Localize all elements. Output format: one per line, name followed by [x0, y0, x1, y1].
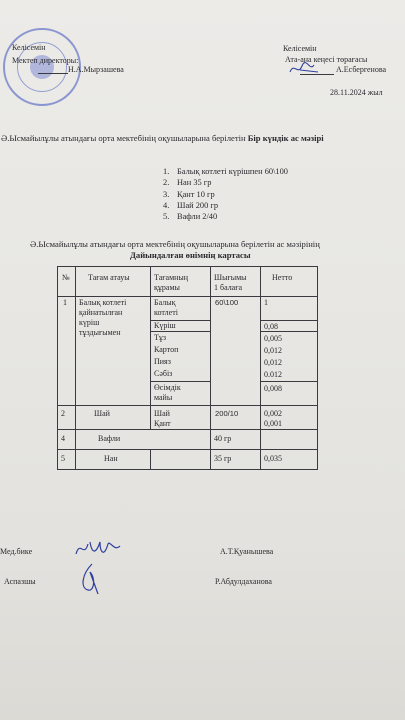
approve-label-right: Келісемін: [283, 44, 317, 53]
ingredient-onion: Пияз: [154, 357, 171, 366]
parents-council-title: Ата-ана кеңесі төрағасы: [285, 55, 368, 64]
ingredient-salt: Тұз: [154, 333, 167, 342]
ingredient-tea: Шай: [154, 409, 170, 418]
list-item: 5. Вафли 2/40: [163, 212, 218, 222]
document-date: 28.11.2024 жыл: [330, 88, 383, 97]
header-yield-2: 1 балаға: [214, 283, 243, 292]
ingredient-sugar: Қант: [154, 419, 171, 428]
ingredient-fish-1: Балық: [154, 298, 176, 307]
header-netto: Нетто: [272, 273, 293, 282]
row3-dish: Вафли: [98, 434, 121, 443]
director-name: Н.А.Мырзашева: [68, 65, 124, 74]
netto-oil: 0,008: [264, 384, 282, 393]
list-item: 2. Нан 35 гр: [163, 178, 212, 188]
ingredient-rice: Күріш: [154, 321, 176, 330]
row3-yield: 40 гр: [214, 434, 232, 443]
approve-label-left: Келісемін: [12, 43, 46, 52]
ingredient-carrot: Сәбіз: [154, 369, 173, 378]
row2-num: 2: [61, 409, 65, 418]
row1-dish-line3: күріш: [79, 318, 100, 327]
cook-label: Аспазшы: [4, 577, 36, 586]
row4-yield: 35 гр: [214, 454, 232, 463]
row1-dish-line1: Балық котлеті: [79, 298, 127, 307]
row1-dish-line4: тұздығымен: [79, 328, 121, 337]
menu-title: [1, 134, 324, 143]
row4-num: 5: [61, 454, 65, 463]
list-item: 4. Шай 200 гр: [163, 200, 219, 210]
netto-onion: 0,012: [264, 358, 282, 367]
netto-sugar: 0,001: [264, 419, 282, 428]
netto-rice: 0,08: [264, 322, 278, 331]
menu-title-bold: Бір күндік ас мәзірі: [247, 133, 324, 143]
ingredient-potato: Картоп: [154, 345, 179, 354]
ingredient-oil-1: Өсімдік: [154, 383, 181, 392]
header-num: №: [62, 273, 70, 282]
netto-potato: 0,012: [264, 346, 282, 355]
netto-tea: 0,002: [264, 409, 282, 418]
list-item: 1. Балық котлеті күрішпен 60\100: [163, 167, 288, 176]
director-title: Мектеп директоры:: [12, 56, 79, 65]
nurse-signature: [70, 536, 126, 562]
director-signature-line: [38, 73, 68, 74]
row1-yield: 60\100: [215, 298, 239, 307]
row3-num: 4: [61, 434, 65, 443]
netto-carrot: 0.012: [264, 370, 282, 379]
list-item: 3. Қант 10 гр: [163, 189, 215, 199]
row1-dish-line2: қайнатылған: [79, 308, 123, 317]
cook-name: Р.Абдулдаханова: [215, 577, 272, 586]
menu-items-list: [163, 166, 288, 222]
cook-signature: [76, 560, 110, 596]
row1-num: 1: [63, 298, 67, 307]
header-composition-2: құрамы: [154, 283, 180, 292]
card-title-line1: Ә.Ысмайылұлы атындағы орта мектебінің оқушыларына берілетін ас мәзірінің: [30, 239, 320, 249]
nurse-label: Мед.бике: [0, 547, 33, 556]
menu-title-prefix: Ә.Ысмайылұлы атындағы орта мектебінің оқушыларына берілетін: [1, 133, 246, 143]
ingredient-oil-2: майы: [154, 393, 173, 402]
header-yield-1: Шығымы: [214, 273, 247, 282]
parents-council-signature: [286, 60, 326, 78]
row2-dish: Шай: [94, 409, 110, 418]
netto-salt: 0,005: [264, 334, 282, 343]
ingredient-fish-2: котлеті: [154, 308, 178, 317]
header-dish-name: Тағам атауы: [88, 273, 130, 282]
card-title-line2: Дайындалған өнімнің картасы: [130, 250, 251, 260]
row4-netto: 0,035: [264, 454, 282, 463]
header-composition-1: Тағамның: [154, 273, 189, 282]
row4-dish: Нан: [104, 454, 118, 463]
parents-council-name: А.Есбергенова: [336, 65, 387, 74]
nurse-name: А.Т.Қуанышева: [220, 547, 274, 556]
netto-fish: 1: [264, 298, 268, 307]
row2-yield: 200/10: [215, 409, 239, 418]
parents-signature-line: [300, 74, 334, 75]
